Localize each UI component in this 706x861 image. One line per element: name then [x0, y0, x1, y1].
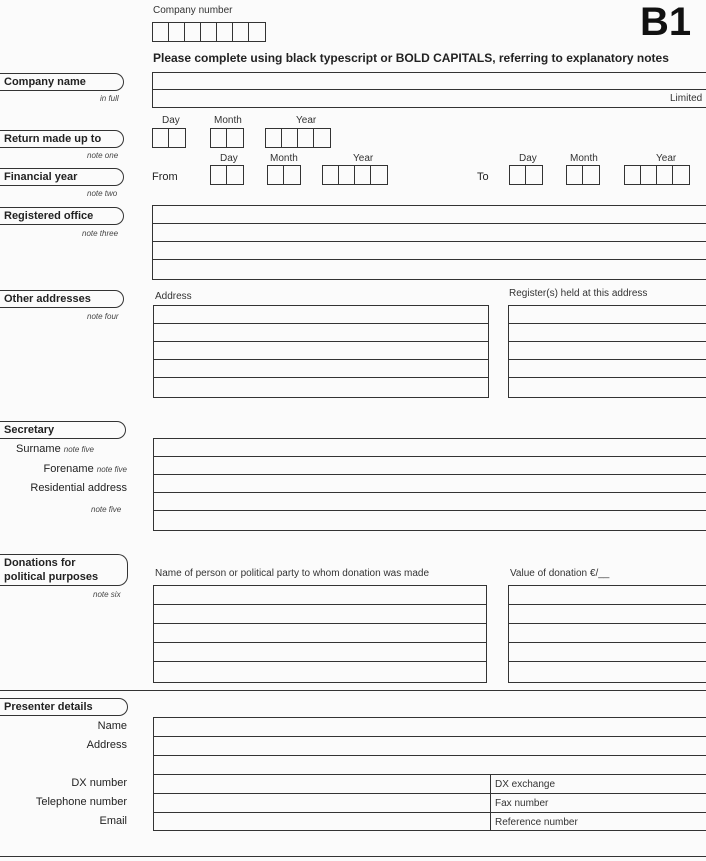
presenter-address-label: Address	[86, 739, 127, 751]
to-label: To	[477, 171, 489, 183]
donation-value-header: Value of donation €/__	[510, 568, 610, 579]
form-code: B1	[640, 0, 692, 44]
return-day-label: Day	[162, 115, 180, 126]
fy-to-day-field[interactable]	[509, 165, 543, 185]
fy-to-month-field[interactable]	[566, 165, 600, 185]
company-number-field[interactable]	[152, 22, 266, 42]
fy-from-day-field[interactable]	[210, 165, 244, 185]
limited-suffix: Limited	[670, 93, 703, 104]
telephone-label: Telephone number	[35, 796, 127, 808]
surname-text: Surname	[16, 443, 61, 455]
presenter-field[interactable]	[153, 717, 706, 831]
financial-year-tab: Financial year	[0, 168, 124, 186]
return-note: note one	[87, 151, 119, 160]
donation-name-field[interactable]	[153, 585, 487, 683]
email-label: Email	[99, 815, 127, 827]
return-month-field[interactable]	[210, 128, 244, 148]
fy-to-year-label: Year	[656, 153, 677, 164]
forename-label	[44, 463, 127, 475]
donations-tab	[0, 554, 128, 586]
bottom-edge-line	[0, 856, 706, 857]
fy-from-year-label: Year	[353, 153, 374, 164]
presenter-column-divider	[490, 774, 491, 831]
return-month-label: Month	[214, 115, 242, 126]
registered-office-field[interactable]	[152, 205, 706, 280]
fax-label: Fax number	[495, 798, 549, 809]
donation-name-header: Name of person or political party to whom donation was made	[155, 568, 430, 579]
dx-number-label: DX number	[71, 777, 127, 789]
registered-office-note: note three	[82, 229, 119, 238]
section-divider	[0, 690, 706, 691]
surname-label	[16, 443, 94, 455]
presenter-name-label: Name	[97, 720, 127, 732]
address-header: Address	[155, 291, 192, 302]
forename-note: note five	[96, 465, 127, 474]
fy-to-day-label: Day	[519, 153, 537, 164]
surname-note: note five	[63, 445, 94, 454]
secretary-field[interactable]	[153, 438, 706, 531]
presenter-details-tab: Presenter details	[0, 698, 128, 716]
registers-header: Register(s) held at this address	[509, 288, 648, 299]
company-number-label: Company number	[153, 5, 233, 16]
company-name-field[interactable]	[152, 72, 706, 108]
return-year-label: Year	[296, 115, 317, 126]
fy-from-month-field[interactable]	[267, 165, 301, 185]
registered-office-tab: Registered office	[0, 207, 124, 225]
return-day-field[interactable]	[152, 128, 186, 148]
secretary-tab: Secretary	[0, 421, 126, 439]
other-address-field[interactable]	[153, 305, 489, 398]
company-name-tab: Company name	[0, 73, 124, 91]
donations-tab-line2: political purposes	[4, 571, 99, 583]
fy-to-month-label: Month	[570, 153, 598, 164]
registers-held-field[interactable]	[508, 305, 706, 398]
donations-note: note six	[93, 590, 121, 599]
forename-text: Forename	[43, 463, 94, 475]
fy-from-year-field[interactable]	[322, 165, 388, 185]
other-addresses-note: note four	[87, 312, 119, 321]
residential-note: note five	[91, 505, 122, 514]
return-made-up-to-tab: Return made up to	[0, 130, 124, 148]
dx-exchange-label: DX exchange	[495, 779, 556, 790]
fy-from-day-label: Day	[220, 153, 238, 164]
reference-label: Reference number	[495, 817, 578, 828]
other-addresses-tab: Other addresses	[0, 290, 124, 308]
instruction-text: Please complete using black typescript or BOLD CAPITALS, referring to explanatory notes	[153, 51, 669, 65]
residential-address-label: Residential address	[30, 482, 127, 494]
donations-tab-line1: Donations for	[4, 557, 76, 569]
financial-year-note: note two	[87, 189, 118, 198]
return-year-field[interactable]	[265, 128, 331, 148]
donation-value-field[interactable]	[508, 585, 706, 683]
fy-from-month-label: Month	[270, 153, 298, 164]
company-name-note: in full	[100, 94, 119, 103]
from-label: From	[152, 171, 178, 183]
fy-to-year-field[interactable]	[624, 165, 690, 185]
